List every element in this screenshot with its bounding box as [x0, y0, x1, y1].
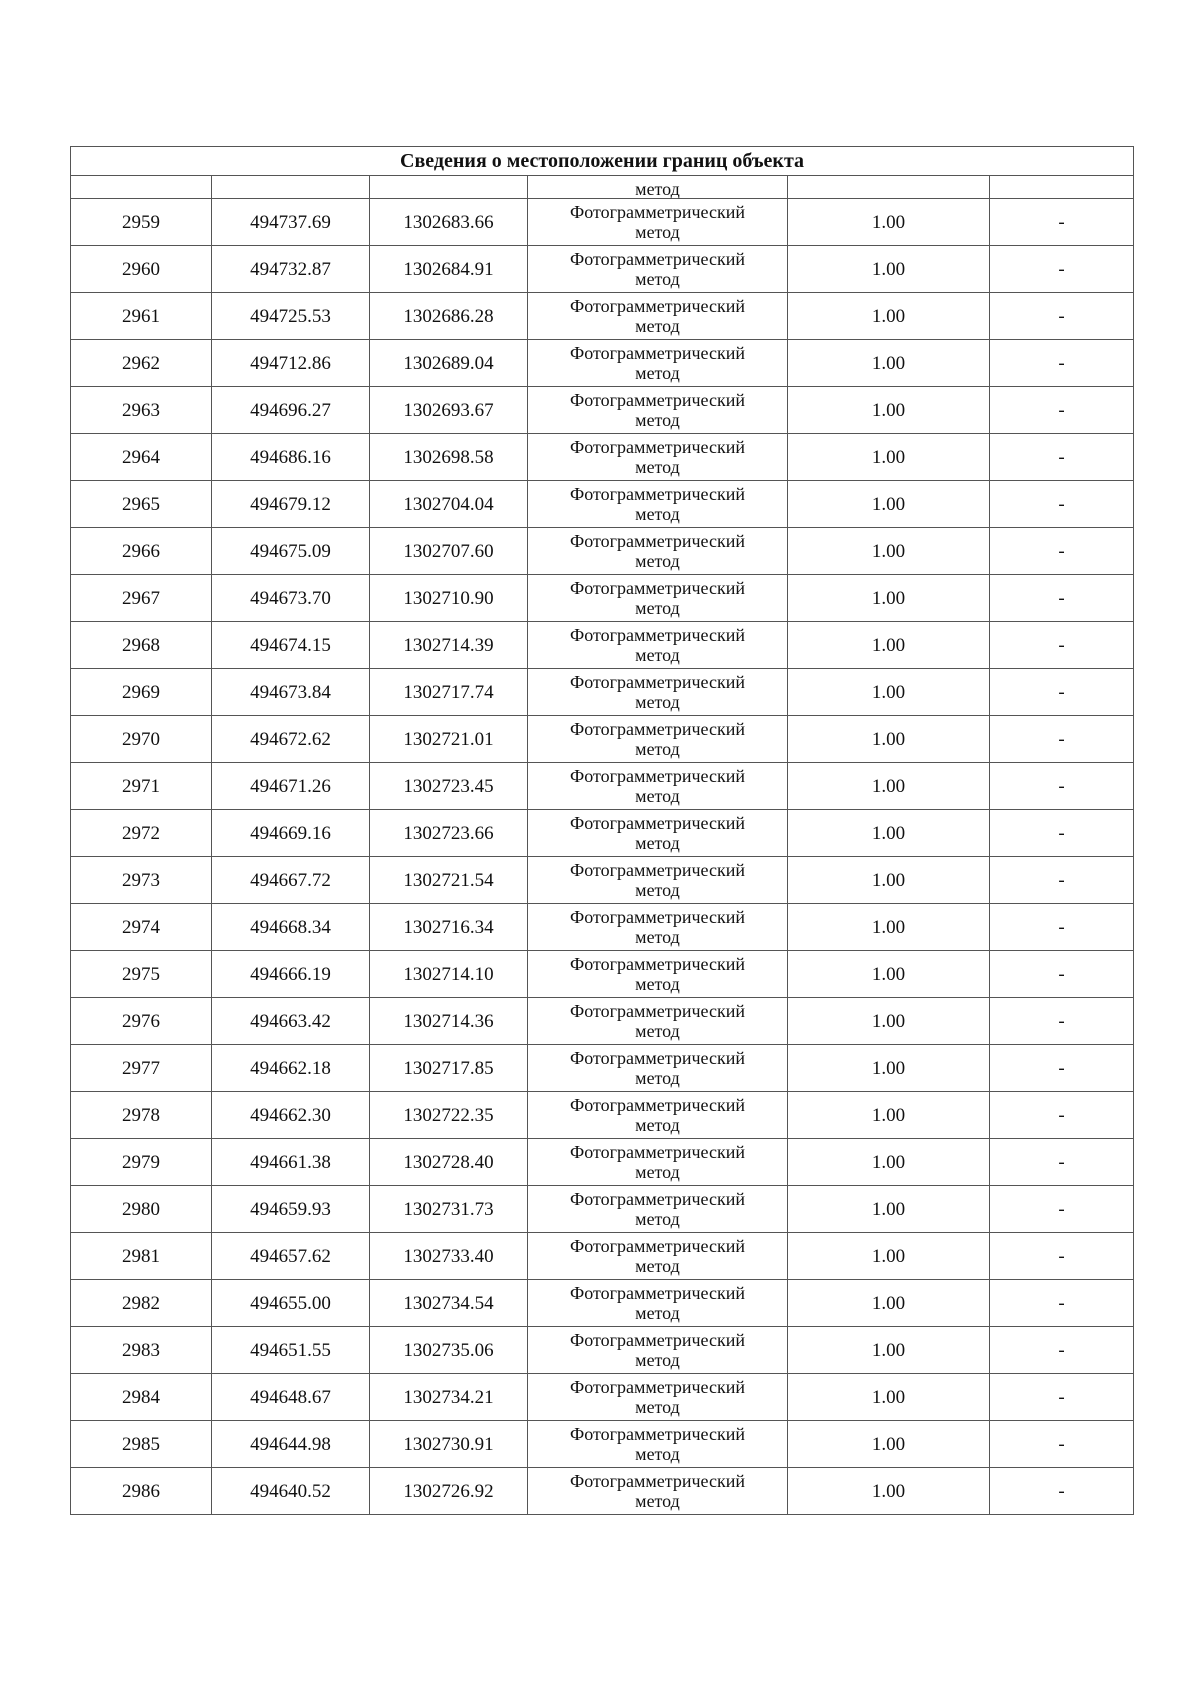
x-coordinate-cell: 494686.16: [212, 434, 370, 481]
x-coordinate-cell: 494737.69: [212, 199, 370, 246]
method-line-1: Фотограмметрический: [570, 390, 745, 410]
point-number-cell: 2970: [71, 716, 212, 763]
note-cell: -: [990, 810, 1134, 857]
y-coordinate-cell: 1302731.73: [370, 1186, 528, 1233]
point-number-cell: 2972: [71, 810, 212, 857]
method-cell: [528, 716, 788, 763]
y-coordinate-cell: 1302716.34: [370, 904, 528, 951]
method-line-1: Фотограмметрический: [570, 1236, 745, 1256]
point-number-cell: 2975: [71, 951, 212, 998]
table-row: [71, 763, 1134, 810]
accuracy-cell: 1.00: [788, 387, 990, 434]
x-coordinate-cell: 494669.16: [212, 810, 370, 857]
x-coordinate-cell: 494644.98: [212, 1421, 370, 1468]
point-number-cell: 2963: [71, 387, 212, 434]
method-line-1: Фотограмметрический: [570, 578, 745, 598]
method-line-2: метод: [635, 786, 680, 806]
note-cell: -: [990, 434, 1134, 481]
point-number-cell: 2962: [71, 340, 212, 387]
table-row: [71, 340, 1134, 387]
point-number-cell: 2966: [71, 528, 212, 575]
method-line-1: Фотограмметрический: [570, 249, 745, 269]
method-cell: [528, 387, 788, 434]
method-line-2: метод: [635, 927, 680, 947]
table-row: [71, 246, 1134, 293]
note-cell: -: [990, 622, 1134, 669]
method-cell: [528, 1092, 788, 1139]
point-number-cell: 2979: [71, 1139, 212, 1186]
method-line-2: метод: [635, 316, 680, 336]
note-cell: -: [990, 1045, 1134, 1092]
accuracy-cell: 1.00: [788, 1327, 990, 1374]
method-line-1: Фотограмметрический: [570, 1048, 745, 1068]
table-cell: [71, 176, 212, 199]
note-cell: -: [990, 951, 1134, 998]
method-cell: [528, 1045, 788, 1092]
accuracy-cell: 1.00: [788, 528, 990, 575]
accuracy-cell: 1.00: [788, 904, 990, 951]
method-line-2: метод: [635, 1115, 680, 1135]
method-cell: [528, 199, 788, 246]
point-number-cell: 2961: [71, 293, 212, 340]
y-coordinate-cell: 1302714.36: [370, 998, 528, 1045]
method-line-1: Фотограмметрический: [570, 1001, 745, 1021]
y-coordinate-cell: 1302721.01: [370, 716, 528, 763]
method-cell: [528, 1468, 788, 1515]
accuracy-cell: 1.00: [788, 575, 990, 622]
method-line-2: метод: [635, 222, 680, 242]
table-row: [71, 528, 1134, 575]
table-row: [71, 434, 1134, 481]
x-coordinate-cell: 494651.55: [212, 1327, 370, 1374]
method-line-1: Фотограмметрический: [570, 672, 745, 692]
method-line-1: Фотограмметрический: [570, 1471, 745, 1491]
x-coordinate-cell: 494662.30: [212, 1092, 370, 1139]
y-coordinate-cell: 1302689.04: [370, 340, 528, 387]
accuracy-cell: 1.00: [788, 857, 990, 904]
document-page: [70, 146, 1133, 1515]
y-coordinate-cell: 1302684.91: [370, 246, 528, 293]
y-coordinate-cell: 1302710.90: [370, 575, 528, 622]
x-coordinate-cell: 494655.00: [212, 1280, 370, 1327]
point-number-cell: 2984: [71, 1374, 212, 1421]
method-line-2: метод: [635, 1491, 680, 1511]
x-coordinate-cell: 494640.52: [212, 1468, 370, 1515]
table-row: [71, 1233, 1134, 1280]
accuracy-cell: 1.00: [788, 1045, 990, 1092]
x-coordinate-cell: 494696.27: [212, 387, 370, 434]
method-line-1: Фотограмметрический: [570, 437, 745, 457]
accuracy-cell: 1.00: [788, 293, 990, 340]
method-line-2: метод: [635, 1068, 680, 1088]
note-cell: -: [990, 1233, 1134, 1280]
note-cell: -: [990, 481, 1134, 528]
method-cell: [528, 434, 788, 481]
x-coordinate-cell: 494663.42: [212, 998, 370, 1045]
accuracy-cell: 1.00: [788, 716, 990, 763]
method-line-2: метод: [635, 974, 680, 994]
y-coordinate-cell: 1302723.66: [370, 810, 528, 857]
y-coordinate-cell: 1302730.91: [370, 1421, 528, 1468]
method-line-1: Фотограмметрический: [570, 1283, 745, 1303]
method-cell: [528, 669, 788, 716]
method-line-2: метод: [635, 410, 680, 430]
note-cell: -: [990, 669, 1134, 716]
table-row: [71, 1327, 1134, 1374]
method-line-1: Фотограмметрический: [570, 202, 745, 222]
method-line-1: Фотограмметрический: [570, 1330, 745, 1350]
y-coordinate-cell: 1302717.85: [370, 1045, 528, 1092]
method-line-1: Фотограмметрический: [570, 484, 745, 504]
x-coordinate-cell: 494666.19: [212, 951, 370, 998]
method-line-2: метод: [635, 363, 680, 383]
note-cell: -: [990, 1468, 1134, 1515]
table-cell: [212, 176, 370, 199]
point-number-cell: 2960: [71, 246, 212, 293]
point-number-cell: 2968: [71, 622, 212, 669]
method-line-2: метод: [635, 457, 680, 477]
accuracy-cell: 1.00: [788, 1280, 990, 1327]
x-coordinate-cell: 494668.34: [212, 904, 370, 951]
method-line-2: метод: [635, 1350, 680, 1370]
note-cell: -: [990, 1421, 1134, 1468]
table-cell: [990, 176, 1134, 199]
y-coordinate-cell: 1302721.54: [370, 857, 528, 904]
table-row: [71, 1280, 1134, 1327]
table-title-row: [71, 147, 1134, 176]
accuracy-cell: 1.00: [788, 1139, 990, 1186]
note-cell: -: [990, 575, 1134, 622]
note-cell: -: [990, 716, 1134, 763]
method-line-1: Фотограмметрический: [570, 1142, 745, 1162]
y-coordinate-cell: 1302726.92: [370, 1468, 528, 1515]
note-cell: -: [990, 998, 1134, 1045]
accuracy-cell: 1.00: [788, 1421, 990, 1468]
table-row: [71, 1468, 1134, 1515]
boundary-table: [70, 146, 1134, 1515]
method-cell: [528, 293, 788, 340]
x-coordinate-cell: 494662.18: [212, 1045, 370, 1092]
accuracy-cell: 1.00: [788, 434, 990, 481]
note-cell: -: [990, 387, 1134, 434]
continuation-row: [71, 176, 1134, 199]
point-number-cell: 2985: [71, 1421, 212, 1468]
y-coordinate-cell: 1302693.67: [370, 387, 528, 434]
method-cell: [528, 857, 788, 904]
method-line-1: Фотограмметрический: [570, 1189, 745, 1209]
y-coordinate-cell: 1302734.54: [370, 1280, 528, 1327]
x-coordinate-cell: 494673.70: [212, 575, 370, 622]
note-cell: -: [990, 1374, 1134, 1421]
x-coordinate-cell: 494672.62: [212, 716, 370, 763]
y-coordinate-cell: 1302707.60: [370, 528, 528, 575]
accuracy-cell: 1.00: [788, 1186, 990, 1233]
note-cell: -: [990, 1092, 1134, 1139]
method-line-2: метод: [635, 645, 680, 665]
point-number-cell: 2981: [71, 1233, 212, 1280]
accuracy-cell: 1.00: [788, 340, 990, 387]
point-number-cell: 2983: [71, 1327, 212, 1374]
x-coordinate-cell: 494679.12: [212, 481, 370, 528]
table-row: [71, 810, 1134, 857]
method-line-1: Фотограмметрический: [570, 719, 745, 739]
table-row: [71, 951, 1134, 998]
accuracy-cell: 1.00: [788, 246, 990, 293]
y-coordinate-cell: 1302722.35: [370, 1092, 528, 1139]
accuracy-cell: 1.00: [788, 998, 990, 1045]
x-coordinate-cell: 494667.72: [212, 857, 370, 904]
method-line-2: метод: [635, 504, 680, 524]
method-cell: [528, 340, 788, 387]
table-body: [71, 176, 1134, 1515]
table-row: [71, 904, 1134, 951]
method-line-1: Фотограмметрический: [570, 860, 745, 880]
method-cell: [528, 1186, 788, 1233]
y-coordinate-cell: 1302714.39: [370, 622, 528, 669]
note-cell: -: [990, 340, 1134, 387]
note-cell: -: [990, 199, 1134, 246]
table-row: [71, 998, 1134, 1045]
table-cell: [788, 176, 990, 199]
accuracy-cell: 1.00: [788, 199, 990, 246]
method-line-2: метод: [635, 598, 680, 618]
x-coordinate-cell: 494732.87: [212, 246, 370, 293]
note-cell: -: [990, 1186, 1134, 1233]
method-line-1: Фотограмметрический: [570, 954, 745, 974]
point-number-cell: 2959: [71, 199, 212, 246]
point-number-cell: 2976: [71, 998, 212, 1045]
y-coordinate-cell: 1302704.04: [370, 481, 528, 528]
x-coordinate-cell: 494671.26: [212, 763, 370, 810]
method-line-1: Фотограмметрический: [570, 1095, 745, 1115]
method-line-2: метод: [635, 1444, 680, 1464]
accuracy-cell: 1.00: [788, 622, 990, 669]
method-line-2: метод: [635, 833, 680, 853]
note-cell: -: [990, 1139, 1134, 1186]
method-line-2: метод: [635, 269, 680, 289]
method-line-2: метод: [635, 551, 680, 571]
method-cell: [528, 904, 788, 951]
table-row: [71, 1374, 1134, 1421]
x-coordinate-cell: 494648.67: [212, 1374, 370, 1421]
y-coordinate-cell: 1302723.45: [370, 763, 528, 810]
table-row: [71, 1092, 1134, 1139]
method-cell: [528, 810, 788, 857]
y-coordinate-cell: 1302735.06: [370, 1327, 528, 1374]
method-line-2: метод: [635, 1209, 680, 1229]
accuracy-cell: 1.00: [788, 810, 990, 857]
method-line-2: метод: [635, 692, 680, 712]
table-row: [71, 622, 1134, 669]
method-line-2: метод: [635, 1303, 680, 1323]
method-line-2: метод: [635, 880, 680, 900]
table-row: [71, 1421, 1134, 1468]
y-coordinate-cell: 1302683.66: [370, 199, 528, 246]
method-line-1: Фотограмметрический: [570, 625, 745, 645]
point-number-cell: 2971: [71, 763, 212, 810]
table-row: [71, 1186, 1134, 1233]
continuation-method-cell: метод: [528, 176, 788, 199]
y-coordinate-cell: 1302717.74: [370, 669, 528, 716]
table-row: [71, 387, 1134, 434]
note-cell: -: [990, 1327, 1134, 1374]
note-cell: -: [990, 763, 1134, 810]
method-line-2: метод: [635, 1021, 680, 1041]
method-cell: [528, 1233, 788, 1280]
y-coordinate-cell: 1302734.21: [370, 1374, 528, 1421]
method-cell: [528, 998, 788, 1045]
y-coordinate-cell: 1302698.58: [370, 434, 528, 481]
method-line-1: Фотограмметрический: [570, 1377, 745, 1397]
accuracy-cell: 1.00: [788, 669, 990, 716]
note-cell: -: [990, 1280, 1134, 1327]
method-line-2: метод: [635, 1162, 680, 1182]
point-number-cell: 2986: [71, 1468, 212, 1515]
point-number-cell: 2977: [71, 1045, 212, 1092]
x-coordinate-cell: 494712.86: [212, 340, 370, 387]
method-cell: [528, 1421, 788, 1468]
method-line-1: Фотограмметрический: [570, 813, 745, 833]
point-number-cell: 2969: [71, 669, 212, 716]
method-line-2: метод: [635, 739, 680, 759]
note-cell: -: [990, 293, 1134, 340]
note-cell: -: [990, 528, 1134, 575]
table-row: [71, 199, 1134, 246]
method-cell: [528, 763, 788, 810]
point-number-cell: 2974: [71, 904, 212, 951]
x-coordinate-cell: 494674.15: [212, 622, 370, 669]
y-coordinate-cell: 1302686.28: [370, 293, 528, 340]
method-cell: [528, 622, 788, 669]
note-cell: -: [990, 904, 1134, 951]
table-title: Сведения о местоположении границ объекта: [71, 147, 1134, 176]
y-coordinate-cell: 1302728.40: [370, 1139, 528, 1186]
y-coordinate-cell: 1302714.10: [370, 951, 528, 998]
accuracy-cell: 1.00: [788, 481, 990, 528]
table-row: [71, 481, 1134, 528]
point-number-cell: 2978: [71, 1092, 212, 1139]
table-row: [71, 669, 1134, 716]
method-cell: [528, 481, 788, 528]
method-cell: [528, 1374, 788, 1421]
method-cell: [528, 528, 788, 575]
table-row: [71, 716, 1134, 763]
accuracy-cell: 1.00: [788, 951, 990, 998]
method-cell: [528, 1327, 788, 1374]
method-line-1: Фотограмметрический: [570, 531, 745, 551]
method-cell: [528, 1139, 788, 1186]
x-coordinate-cell: 494675.09: [212, 528, 370, 575]
method-line-1: Фотограмметрический: [570, 907, 745, 927]
table-row: [71, 1045, 1134, 1092]
table-row: [71, 293, 1134, 340]
table-row: [71, 857, 1134, 904]
method-cell: [528, 951, 788, 998]
table-cell: [370, 176, 528, 199]
accuracy-cell: 1.00: [788, 1468, 990, 1515]
table-row: [71, 575, 1134, 622]
point-number-cell: 2982: [71, 1280, 212, 1327]
method-line-1: Фотограмметрический: [570, 296, 745, 316]
x-coordinate-cell: 494673.84: [212, 669, 370, 716]
method-cell: [528, 575, 788, 622]
point-number-cell: 2980: [71, 1186, 212, 1233]
point-number-cell: 2964: [71, 434, 212, 481]
method-line-2: метод: [635, 1397, 680, 1417]
table-row: [71, 1139, 1134, 1186]
method-cell: [528, 246, 788, 293]
method-line-1: Фотограмметрический: [570, 766, 745, 786]
x-coordinate-cell: 494659.93: [212, 1186, 370, 1233]
x-coordinate-cell: 494661.38: [212, 1139, 370, 1186]
x-coordinate-cell: 494657.62: [212, 1233, 370, 1280]
y-coordinate-cell: 1302733.40: [370, 1233, 528, 1280]
point-number-cell: 2967: [71, 575, 212, 622]
method-cell: [528, 1280, 788, 1327]
accuracy-cell: 1.00: [788, 1092, 990, 1139]
accuracy-cell: 1.00: [788, 1233, 990, 1280]
note-cell: -: [990, 246, 1134, 293]
note-cell: -: [990, 857, 1134, 904]
accuracy-cell: 1.00: [788, 763, 990, 810]
method-line-1: Фотограмметрический: [570, 1424, 745, 1444]
point-number-cell: 2965: [71, 481, 212, 528]
method-line-2: метод: [635, 1256, 680, 1276]
x-coordinate-cell: 494725.53: [212, 293, 370, 340]
point-number-cell: 2973: [71, 857, 212, 904]
method-line-1: Фотограмметрический: [570, 343, 745, 363]
accuracy-cell: 1.00: [788, 1374, 990, 1421]
